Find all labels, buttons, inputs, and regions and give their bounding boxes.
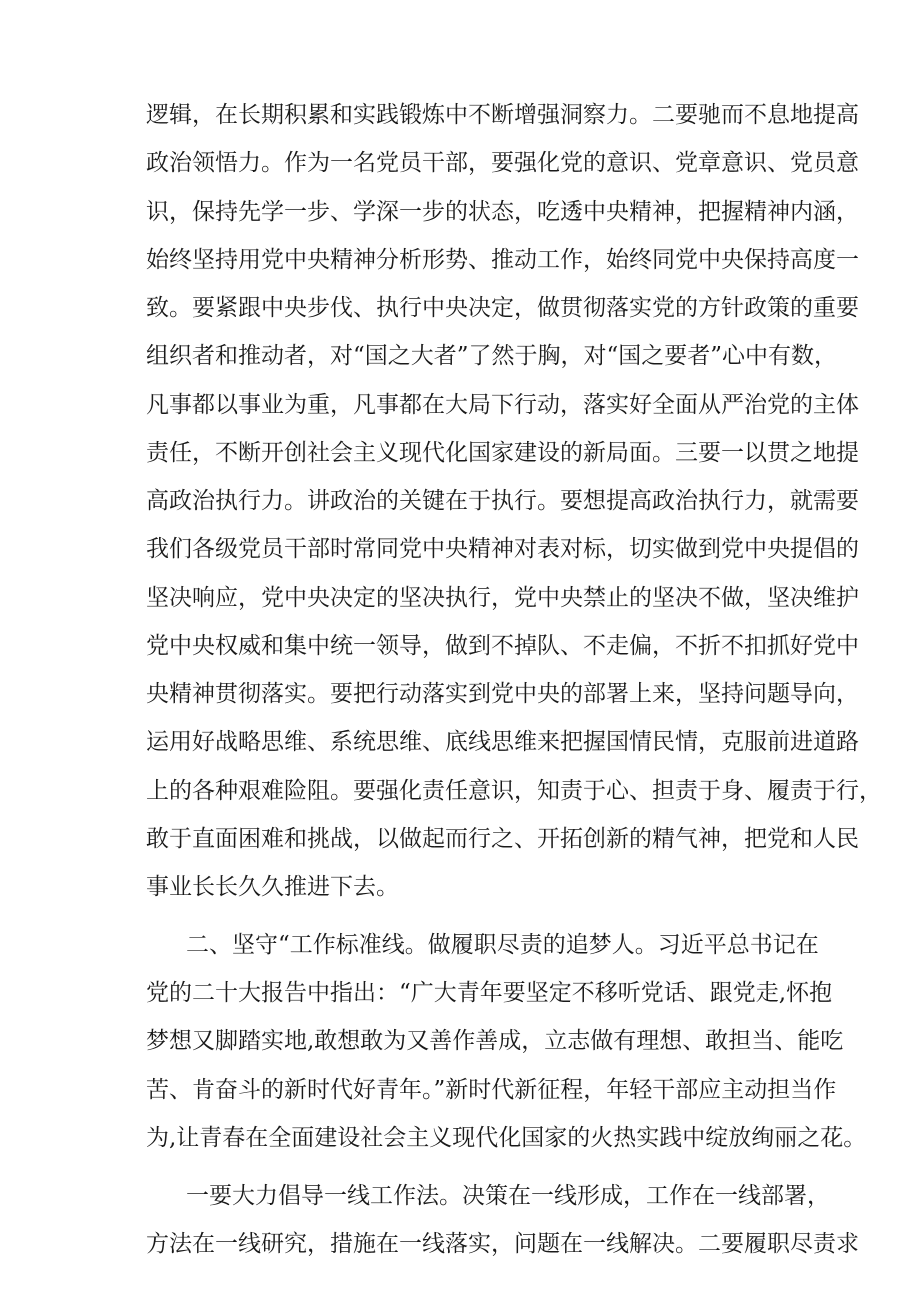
text-line: 运用好战略思维、系统思维、底线思维来把握国情民情，克服前进道路 (146, 729, 859, 755)
text-line: 敢于直面困难和挑战，以做起而行之、开拓创新的精气神，把党和人民 (146, 826, 859, 852)
text-line: 党的二十大报告中指出：“广大青年要坚定不移听党话、跟党走,怀抱 (146, 980, 833, 1006)
text-line: 一要大力倡导一线工作法。决策在一线形成，工作在一线部署， (186, 1183, 830, 1209)
text-line: 我们各级党员干部时常同党中央精神对表对标，切实做到党中央提倡的 (146, 536, 859, 562)
text-line: 事业长长久久推进下去。 (146, 874, 399, 900)
text-line: 央精神贯彻落实。要把行动落实到党中央的部署上来，坚持问题导向， (146, 681, 859, 707)
text-line: 苦、肯奋斗的新时代好青年。”新时代新征程，年轻干部应主动担当作 (146, 1077, 837, 1103)
text-line: 组织者和推动者，对“国之大者”了然于胸，对“国之要者”心中有数， (146, 343, 838, 369)
text-line: 政治领悟力。作为一名党员干部，要强化党的意识、党章意识、党员意 (146, 150, 859, 176)
text-line: 方法在一线研究，措施在一线落实，问题在一线解决。二要履职尽责求 (146, 1231, 859, 1257)
text-line: 坚决响应，党中央决定的坚决执行，党中央禁止的坚决不做，坚决维护 (146, 585, 859, 611)
text-line: 逻辑，在长期积累和实践锻炼中不断增强洞察力。二要驰而不息地提高 (146, 102, 859, 128)
text-line: 二、坚守“工作标准线。做履职尽责的追梦人。习近平总书记在 (186, 932, 819, 958)
text-line: 梦想又脚踏实地,敢想敢为又善作善成，立志做有理想、敢担当、能吃 (146, 1028, 844, 1054)
text-line: 高政治执行力。讲政治的关键在于执行。要想提高政治执行力，就需要 (146, 488, 859, 514)
text-line: 致。要紧跟中央步伐、执行中央决定，做贯彻落实党的方针政策的重要 (146, 295, 859, 321)
text-line: 识，保持先学一步、学深一步的状态，吃透中央精神，把握精神内涵， (146, 199, 859, 225)
text-line: 始终坚持用党中央精神分析形势、推动工作，始终同党中央保持高度一 (146, 247, 859, 273)
text-line: 凡事都以事业为重，凡事都在大局下行动，落实好全面从严治党的主体 (146, 392, 859, 418)
text-line: 党中央权威和集中统一领导，做到不掉队、不走偏，不折不扣抓好党中 (146, 633, 859, 659)
text-line: 为,让青春在全面建设社会主义现代化国家的火热实践中绽放绚丽之花。 (146, 1125, 867, 1151)
text-line: 责任，不断开创社会主义现代化国家建设的新局面。三要一以贯之地提 (146, 440, 859, 466)
text-line: 上的各种艰难险阻。要强化责任意识，知责于心、担责于身、履责于行， (146, 778, 882, 804)
